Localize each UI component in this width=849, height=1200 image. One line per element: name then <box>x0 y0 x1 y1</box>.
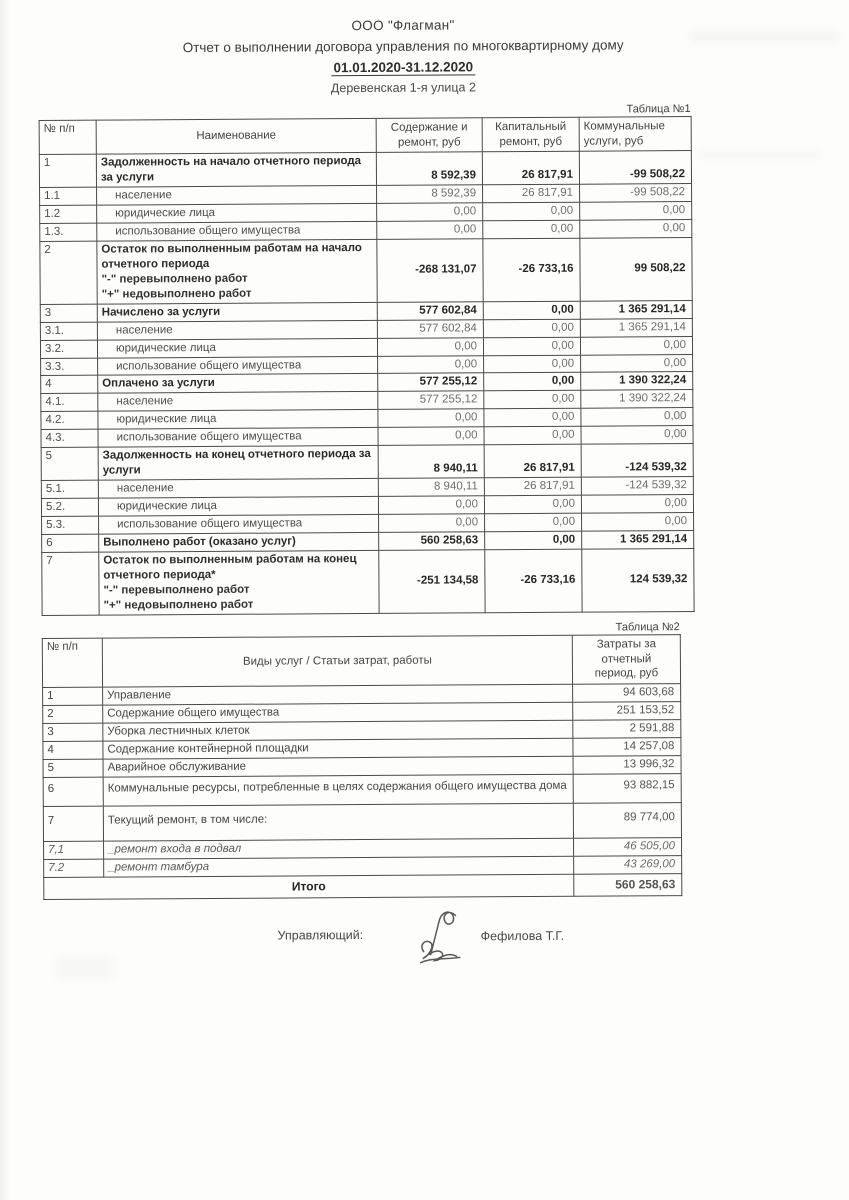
row-label: население <box>116 482 174 495</box>
capital-value: 0,00 <box>484 409 581 428</box>
maintenance-value: 0,00 <box>379 514 485 533</box>
row-number: 1.2 <box>40 205 97 223</box>
row-number: 3 <box>43 723 103 741</box>
row-label: использование общего имущества <box>117 517 303 531</box>
capital-value: 0,00 <box>483 319 580 338</box>
row-label: юридические лица <box>115 206 216 220</box>
table1-header <box>39 117 691 155</box>
maintenance-value: 0,00 <box>377 337 483 356</box>
row-note: "-" перевыполнено работ <box>103 583 250 597</box>
table1-header-row <box>39 117 691 155</box>
maintenance-value: -268 131,07 <box>377 239 483 302</box>
capital-value: 0,00 <box>485 531 582 550</box>
row-label-cell <box>99 550 379 614</box>
row-number: 6 <box>42 534 99 552</box>
table1-services-report <box>39 116 695 615</box>
capital-value: 26 817,91 <box>483 184 580 203</box>
table1-row-1 <box>39 151 691 188</box>
utilities-value: -124 539,32 <box>581 477 693 496</box>
row-number: 4 <box>41 376 98 394</box>
utilities-value: 1 365 291,14 <box>580 300 692 319</box>
row-label: использование общего имущества <box>116 430 302 444</box>
capital-value: 0,00 <box>483 202 580 221</box>
row-label: Управление <box>103 685 573 706</box>
row-label: _ремонт входа в подвал <box>104 838 574 859</box>
maintenance-value: -251 134,58 <box>379 550 485 613</box>
capital-value: 0,00 <box>483 301 580 320</box>
row-number: 7.2 <box>44 859 104 877</box>
row-label: _ремонт тамбура <box>104 856 574 877</box>
signature <box>415 907 473 969</box>
row-label: Начислено за услуги <box>101 305 221 319</box>
table1-col-capital: Капитальный ремонт, руб <box>482 117 579 152</box>
row-label: Остаток по выполненным работам на начало отчетного периода <box>101 241 362 271</box>
row-label-cell <box>96 153 376 188</box>
maintenance-value: 8 592,39 <box>376 152 482 186</box>
expense-value: 14 257,08 <box>573 738 681 757</box>
row-label: Задолженность на конец отчетного периода за услуги <box>102 448 371 477</box>
capital-value: 0,00 <box>483 337 580 356</box>
row-number: 3.1. <box>40 322 97 340</box>
building-address: Деревенская 1-я улица 2 <box>330 79 476 95</box>
table2-footer <box>44 873 682 899</box>
capital-value: 0,00 <box>484 391 581 410</box>
row-number: 3.3. <box>41 358 98 376</box>
row-label: юридические лица <box>116 499 217 513</box>
table1-col-maintenance: Содержание и ремонт, руб <box>376 118 482 153</box>
row-number: 6 <box>43 777 103 806</box>
utilities-value: 124 539,32 <box>582 548 694 611</box>
utilities-value: 0,00 <box>580 202 692 221</box>
row-number: 4 <box>43 741 103 759</box>
row-number: 7,1 <box>44 841 104 859</box>
utilities-value: 99 508,22 <box>580 237 692 300</box>
table1-row-5 <box>41 444 693 481</box>
row-number: 5.3. <box>42 516 99 534</box>
maintenance-value: 0,00 <box>378 427 484 446</box>
utilities-value: 0,00 <box>581 354 693 373</box>
maintenance-value: 0,00 <box>378 355 484 374</box>
manager-label: Управляющий: <box>277 927 364 943</box>
row-label-cell <box>97 320 377 340</box>
maintenance-value: 0,00 <box>377 221 483 240</box>
table2-total-row <box>44 873 682 899</box>
row-number: 7 <box>42 552 99 615</box>
row-number: 3.2. <box>40 340 97 358</box>
row-label-cell <box>97 221 377 241</box>
capital-value: -26 733,16 <box>485 549 582 612</box>
report-title: Отчет о выполнении договора управления по многоквартирному дому <box>182 37 624 55</box>
maintenance-value: 8 592,39 <box>377 185 483 204</box>
capital-value: 26 817,91 <box>484 477 581 496</box>
utilities-value: 0,00 <box>581 426 693 445</box>
row-label-cell <box>98 478 378 498</box>
row-label-cell <box>98 392 378 412</box>
row-label-cell <box>98 496 378 516</box>
maintenance-value: 577 602,84 <box>377 301 483 320</box>
maintenance-value: 0,00 <box>377 203 483 222</box>
row-label: Коммунальные ресурсы, потребленные в целях содержания общего имущества дома <box>103 774 573 806</box>
row-label-cell <box>98 374 378 394</box>
row-label: Аварийное обслуживание <box>103 756 573 777</box>
row-number: 4.1. <box>41 394 98 412</box>
utilities-value: 1 365 291,14 <box>582 530 694 549</box>
row-label-cell <box>99 514 379 534</box>
utilities-value: 1 390 322,24 <box>581 372 693 391</box>
capital-value: 0,00 <box>484 355 581 374</box>
row-label-cell <box>97 186 377 206</box>
row-label: Содержание общего имущества <box>103 703 573 724</box>
row-label: Остаток по выполненным работам на конец отчетного периода* <box>103 552 357 582</box>
capital-value: 26 817,91 <box>484 444 581 477</box>
capital-value: 0,00 <box>484 426 581 445</box>
row-label-cell <box>98 356 378 376</box>
utilities-value: -124 539,32 <box>581 444 693 478</box>
row-label-cell <box>97 239 377 303</box>
expense-value: 2 591,88 <box>573 720 681 739</box>
report-period <box>38 57 768 78</box>
maintenance-value: 8 940,11 <box>378 478 484 497</box>
row-number: 1 <box>39 154 96 187</box>
utilities-value: 0,00 <box>580 336 692 355</box>
row-number: 2 <box>43 705 103 723</box>
row-label: использование общего имущества <box>115 224 301 238</box>
table2-row-7 <box>43 803 681 842</box>
row-number: 5 <box>43 759 103 777</box>
table2-expenses <box>42 634 683 900</box>
row-note: "+" недовыполнено работ <box>101 287 252 301</box>
expense-value: 89 774,00 <box>573 803 681 839</box>
signature-block <box>43 910 695 994</box>
row-number: 5.1. <box>41 480 98 498</box>
scan-edge-shade <box>0 0 10 1200</box>
maintenance-value: 577 255,12 <box>378 391 484 410</box>
table1-col-utilities: Коммунальные услуги, руб <box>579 117 691 152</box>
row-number: 1.1 <box>40 187 97 205</box>
capital-value: 26 817,91 <box>482 151 579 184</box>
row-label: Задолженность на начало отчетного периода за услуги <box>100 155 362 184</box>
row-number: 4.3. <box>41 429 98 447</box>
row-label-cell <box>97 203 377 223</box>
org-name: ООО "Флагман" <box>351 17 455 34</box>
capital-value: 0,00 <box>484 495 581 514</box>
table1-caption: Таблица №1 <box>626 103 691 116</box>
maintenance-value: 577 255,12 <box>378 373 484 392</box>
table2-header-row <box>42 634 680 688</box>
manager-name: Фефилова Т.Г. <box>480 928 565 944</box>
utilities-value: -99 508,22 <box>579 151 691 185</box>
table2-col-name: Виды услуг / Статьи затрат, работы <box>102 635 572 688</box>
document-body <box>38 15 784 993</box>
row-label-cell <box>99 532 379 552</box>
table1-col-num: № п/п <box>39 120 96 154</box>
maintenance-value: 560 258,63 <box>379 532 485 551</box>
table2-col-num: № п/п <box>42 638 102 688</box>
row-label-cell <box>98 428 378 448</box>
row-label: население <box>116 395 174 408</box>
table1-body <box>39 151 694 615</box>
row-number: 5 <box>41 447 98 480</box>
row-number: 1 <box>43 687 103 705</box>
maintenance-value: 0,00 <box>378 409 484 428</box>
row-label: население <box>115 189 172 202</box>
row-note: "+" недовыполнено работ <box>103 598 254 612</box>
table1-row-2 <box>40 237 692 304</box>
row-label-cell <box>97 302 377 322</box>
row-number: 7 <box>43 806 103 841</box>
row-number: 2 <box>40 241 97 304</box>
capital-value: 0,00 <box>484 373 581 392</box>
capital-value: 0,00 <box>485 513 582 532</box>
capital-value: 0,00 <box>483 220 580 239</box>
report-period-text: 01.01.2020-31.12.2020 <box>331 59 475 76</box>
row-label-cell <box>97 338 377 358</box>
table2-col-value: Затраты за отчетный период, руб <box>572 634 680 684</box>
expense-value: 94 603,68 <box>573 684 681 703</box>
utilities-value: 0,00 <box>581 408 693 427</box>
utilities-value: 1 365 291,14 <box>580 318 692 337</box>
row-number: 4.2. <box>41 411 98 429</box>
row-number: 1.3. <box>40 223 97 241</box>
table1-row-7 <box>42 548 694 615</box>
maintenance-value: 577 602,84 <box>377 319 483 338</box>
utilities-value: -99 508,22 <box>580 184 692 203</box>
expense-value: 13 996,32 <box>573 756 681 775</box>
row-label: юридические лица <box>116 413 217 426</box>
document-header <box>38 16 768 99</box>
total-value: 560 258,63 <box>574 873 682 896</box>
expense-value: 43 269,00 <box>574 855 682 874</box>
expense-value: 251 153,52 <box>573 702 681 721</box>
row-note: "-" перевыполнено работ <box>101 272 248 286</box>
capital-value: -26 733,16 <box>483 238 580 301</box>
utilities-value: 0,00 <box>582 512 694 531</box>
utilities-value: 0,00 <box>580 220 692 239</box>
table2-caption: Таблица №2 <box>615 620 680 634</box>
row-number: 3 <box>40 304 97 322</box>
row-label: использование общего имущества <box>116 358 302 373</box>
row-number: 5.2. <box>41 498 98 516</box>
table2-body <box>43 684 682 877</box>
row-label-cell <box>98 410 378 430</box>
row-label: юридические лица <box>115 341 216 355</box>
table2-row-6 <box>43 774 681 807</box>
maintenance-value: 8 940,11 <box>378 445 484 479</box>
row-label: население <box>115 323 173 337</box>
table2-header <box>42 634 680 688</box>
utilities-value: 0,00 <box>581 495 693 514</box>
total-label: Итого <box>44 874 574 899</box>
row-label: Текущий ремонт, в том числе: <box>103 803 573 841</box>
utilities-value: 1 390 322,24 <box>581 390 693 409</box>
expense-value: 93 882,15 <box>573 774 681 804</box>
expense-value: 46 505,00 <box>574 838 682 857</box>
row-label: Выполнено работ (оказано услуг) <box>103 535 296 549</box>
row-label: Уборка лестничных клеток <box>103 720 573 741</box>
table1-col-name: Наименование <box>96 119 376 155</box>
row-label-cell <box>98 446 378 481</box>
maintenance-value: 0,00 <box>378 496 484 515</box>
row-label: Содержание контейнерной площадки <box>103 738 573 759</box>
row-label: Оплачено за услуги <box>102 377 215 391</box>
